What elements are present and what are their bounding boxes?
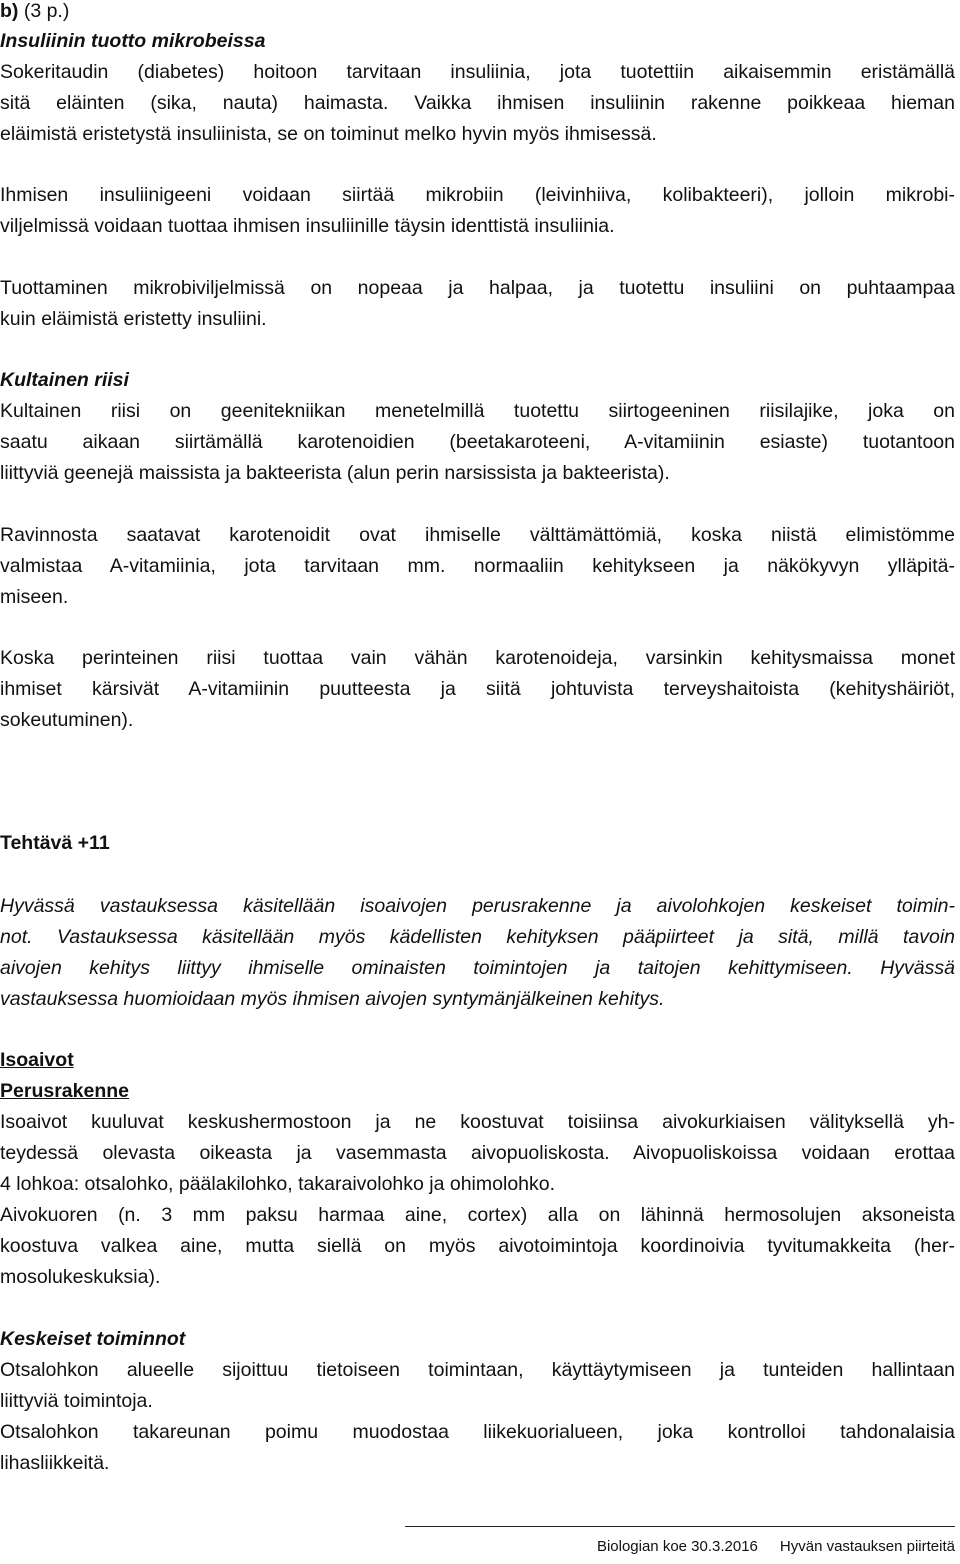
insulin-p3-line1: Tuottaminen mikrobiviljelmissä on nopeaa ja halpaa, ja tuotettu insuliini on puhtaampaa — [0, 277, 955, 299]
rice-p3-line3: sokeutuminen). — [0, 709, 134, 731]
rice-p2-line3: miseen. — [0, 586, 69, 608]
task-intro-line1: Hyvässä vastauksessa käsitellään isoaivojen perusrakenne ja aivolohkojen keskeiset toimin- — [0, 895, 955, 917]
func1-line1: Otsalohkon alueelle sijoittuu tietoiseen toimintaan, käyttäytymiseen ja tunteiden hallintaan — [0, 1359, 955, 1381]
rice-heading: Kultainen riisi — [0, 369, 129, 391]
section-letter: b) — [0, 0, 19, 22]
isoaivot-heading: Isoaivot — [0, 1049, 74, 1071]
footer-subtitle: Hyvän vastauksen piirteitä — [779, 1538, 955, 1555]
rice-p3-line1: Koska perinteinen riisi tuottaa vain vähän karotenoideja, varsinkin kehitysmaissa monet — [0, 647, 955, 669]
functions-heading: Keskeiset toiminnot — [0, 1328, 186, 1350]
func2-line1: Otsalohkon takareunan poimu muodostaa liikekuorialueen, joka kontrolloi tahdonalaisia — [0, 1421, 955, 1443]
rice-p2-line2: valmistaa A-vitamiinia, jota tarvitaan mm. normaaliin kehitykseen ja näkökyvyn ylläpitä- — [0, 555, 955, 577]
section-points: (3 p.) — [18, 0, 70, 22]
cortex-line3: mosolukeskuksia). — [0, 1266, 161, 1288]
section-header — [0, 0, 955, 27]
insulin-p1-line1: Sokeritaudin (diabetes) hoitoon tarvitaan insuliinia, jota tuotettiin aikaisemmin eristämällä — [0, 61, 955, 83]
task-intro-line4: vastauksessa huomioidaan myös ihmisen aivojen syntymänjälkeinen kehitys. — [0, 988, 665, 1010]
structure-line1: Isoaivot kuuluvat keskushermostoon ja ne koostuvat toisiinsa aivokurkiaisen välityksellä yh- — [0, 1111, 955, 1133]
func1-line2: liittyviä toimintoja. — [0, 1390, 153, 1412]
insulin-p2-line2: viljelmissä voidaan tuottaa ihmisen insuliinille täysin identtistä insuliinia. — [0, 215, 615, 237]
rice-p1-line2: saatu aikaan siirtämällä karotenoidien (beetakaroteeni, A-vitamiinin esiaste) tuotantoon — [0, 431, 955, 453]
insulin-p1-line3: eläimistä eristetystä insuliinista, se on toiminut melko hyvin myös ihmisessä. — [0, 123, 657, 145]
footer-rule — [405, 1526, 955, 1527]
cortex-line1: Aivokuoren (n. 3 mm paksu harmaa aine, cortex) alla on lähinnä hermosolujen aksoneista — [0, 1204, 955, 1226]
cortex-line2: koostuva valkea aine, mutta siellä on myös aivotoimintoja koordinoivia tyvitumakkeita (her- — [0, 1235, 955, 1257]
insulin-p2-line1: Ihmisen insuliinigeeni voidaan siirtää mikrobiin (leivinhiiva, kolibakteeri), jolloin mikrobi- — [0, 184, 955, 206]
insulin-p3-line2: kuin eläimistä eristetty insuliini. — [0, 308, 267, 330]
perusrakenne-heading: Perusrakenne — [0, 1080, 129, 1102]
footer-exam-title: Biologian koe 30.3.2016 — [596, 1538, 758, 1555]
rice-p1-line1: Kultainen riisi on geenitekniikan menetelmillä tuotettu siirtogeeninen riisilajike, joka on — [0, 400, 955, 422]
insulin-heading: Insuliinin tuotto mikrobeissa — [0, 30, 266, 52]
page-footer — [405, 1537, 955, 1557]
task-heading: Tehtävä +11 — [0, 832, 110, 854]
task-intro-line3: aivojen kehitys liittyy ihmiselle ominaisten toimintojen ja taitojen kehittymiseen. Hyvässä — [0, 957, 955, 979]
task-intro-line2: not. Vastauksessa käsitellään myös kädellisten kehityksen pääpiirteet ja sitä, millä tavoin — [0, 926, 955, 948]
rice-p1-line3: liittyviä geenejä maissista ja bakteerista (alun perin narsissista ja bakteerista). — [0, 462, 670, 484]
rice-p3-line2: ihmiset kärsivät A-vitamiinin puutteesta ja siitä johtuvista terveyshaitoista (kehityshäiriöt, — [0, 678, 955, 700]
rice-p2-line1: Ravinnosta saatavat karotenoidit ovat ihmiselle välttämättömiä, koska niistä elimistömme — [0, 524, 955, 546]
func2-line2: lihasliikkeitä. — [0, 1452, 110, 1474]
structure-line3: 4 lohkoa: otsalohko, päälakilohko, takaraivolohko ja ohimolohko. — [0, 1173, 556, 1195]
structure-line2: teydessä olevasta oikeasta ja vasemmasta aivopuoliskosta. Aivopuoliskoissa voidaan erottaa — [0, 1142, 955, 1164]
insulin-p1-line2: sitä eläinten (sika, nauta) haimasta. Vaikka ihmisen insuliinin rakenne poikkeaa hieman — [0, 92, 955, 114]
